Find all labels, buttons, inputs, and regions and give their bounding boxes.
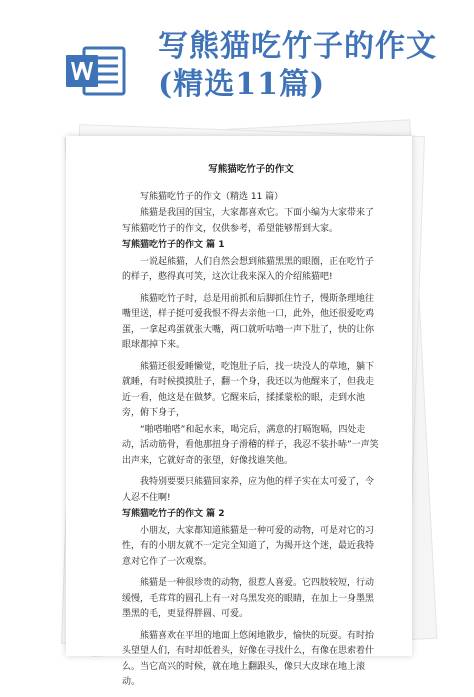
section-2-paragraph: 熊猫喜欢在平坦的地面上悠闲地散步，愉快的玩耍。有时抬头望望人们，有时却低着头，好像在寻找什么，有像在思索着什么。当它高兴的时候，就在地上翻跟头，像只大皮球在地上滚动。: [122, 630, 375, 687]
word-document-icon: [64, 42, 126, 100]
section-1-paragraph: 我特别要要只熊猫回家养，应为他的样子实在太可爱了，令人忍不住啊!: [122, 477, 375, 503]
header-title: 写熊猫吃竹子的作文(精选11篇): [158, 29, 437, 102]
intro-paragraph: 熊猫是我国的国宝，大家都喜欢它。下面小编为大家带来了写熊猫吃竹子的作文，仅供参考，希望能够帮到大家。: [122, 208, 375, 234]
section-1-paragraph: “啪嗒啪嗒”和起水来，喝完后，满意的打嗝饱嗝，四处走动，活动筋骨，看他那扭身子滑稽的样子，我忍不装扑哧”一声笑出声来，它就好奇的张望，好像找谁笑他。: [122, 424, 379, 466]
document-title: 写熊猫吃竹子的作文: [208, 164, 294, 175]
intro-line: 写熊猫吃竹子的作文（精选 11 篇）: [140, 191, 284, 202]
section-1-paragraph: 一说起熊猫，人们自然会想到熊猫黑黑的眼圈，正在吃竹子的样子，憨得真可笑，这次让我来深入的介绍熊猫吧!: [122, 256, 375, 282]
section-1-paragraph: 熊猫还很爱睡懒觉，吃饱肚子后，找一块没人的草地，躺下就睡，有时候摸摸肚子，翻一个身，我还以为他醒来了，但我走近一看，他这是在做梦。它醒来后，揉揉蒙松的眼，走到水池旁，俯下身子，: [122, 361, 375, 418]
document-body: [122, 162, 380, 697]
section-1-paragraph: 熊猫吃竹子时，总是用前抓和后脚抓住竹子，慢斯条理地往嘴里送，样子挺可爱我恨不得去亲他一口，此外，他还很爱吃鸡蛋，一拿起鸡蛋就张大嘴，两口就听咕噜一声下肚了，快的让你眼球都掉下来。: [122, 293, 375, 350]
section-heading-2: 写熊猫吃竹子的作文 篇 2: [122, 509, 225, 519]
section-2-paragraph: 熊猫是一种很珍贵的动物，很惹人喜爱。它四肢较短，行动缓慢，毛茸茸的圆孔上有一对乌黑发亮的眼睛，在加上一身墨黑墨黑的毛，更显得胖圆、可爱。: [122, 578, 375, 619]
section-2-paragraph: 小朋友，大家都知道熊猫是一种可爱的动物，可是对它的习性，有的小朋友就不一定完全知道了，为揭开这个迷，最近我特意对它作了一次观察。: [122, 525, 375, 567]
section-heading-1: 写熊猫吃竹子的作文 篇 1: [122, 240, 225, 250]
